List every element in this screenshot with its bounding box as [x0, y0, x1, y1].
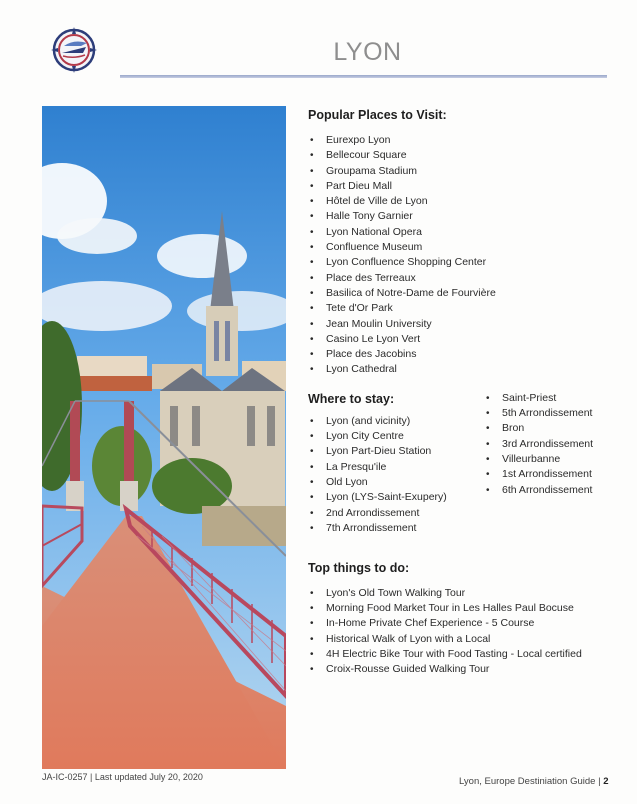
list-item: • Lyon Cathedral	[308, 362, 618, 377]
list-item: • Basilica of Notre-Dame de Fourvière	[308, 286, 618, 301]
bridge-church-image	[42, 106, 286, 769]
list-item: • 4H Electric Bike Tour with Food Tasting - Local certified	[308, 647, 618, 662]
footer-doc-id: JA-IC-0257 | Last updated July 20, 2020	[42, 772, 203, 782]
where-to-stay-section	[308, 392, 618, 545]
list-item: • Jean Moulin University	[308, 317, 618, 332]
list-item: • Croix-Rousse Guided Walking Tour	[308, 662, 618, 677]
list-item: • In-Home Private Chef Experience - 5 Course	[308, 616, 618, 631]
list-item: • Historical Walk of Lyon with a Local	[308, 632, 618, 647]
list-item: • Confluence Museum	[308, 240, 618, 255]
list-item: • 3rd Arrondissement	[484, 437, 624, 452]
top-things-heading: Top things to do:	[308, 560, 410, 575]
list-item: • Halle Tony Garnier	[308, 209, 618, 224]
list-item: • Saint-Priest	[484, 391, 624, 406]
list-item: • 7th Arrondissement	[308, 521, 486, 536]
footer-guide-text: Lyon, Europe Destiniation Guide |	[459, 776, 604, 787]
popular-places-heading: Popular Places to Visit:	[308, 108, 447, 122]
footer-guide-title	[459, 776, 608, 787]
list-item: • Lyon Part-Dieu Station	[308, 444, 486, 459]
list-item: • 5th Arrondissement	[484, 406, 624, 421]
list-item: • Lyon City Centre	[308, 429, 486, 444]
list-item: • Place des Terreaux	[308, 271, 618, 286]
list-item: • Old Lyon	[308, 475, 486, 490]
list-item: • Lyon (and vicinity)	[308, 414, 486, 429]
list-item: • Tete d'Or Park	[308, 301, 618, 316]
lyon-bridge-photo	[42, 106, 286, 769]
list-item: • 2nd Arrondissement	[308, 506, 486, 521]
list-item: • Bellecour Square	[308, 148, 618, 163]
where-to-stay-heading: Where to stay:	[308, 391, 395, 406]
top-things-list	[308, 586, 618, 678]
list-item: • Part Dieu Mall	[308, 179, 618, 194]
content-column	[308, 108, 618, 678]
list-item: • Morning Food Market Tour in Les Halles Paul Bocuse	[308, 601, 618, 616]
list-item: • 6th Arrondissement	[484, 483, 624, 498]
list-item: • La Presqu'ile	[308, 460, 486, 475]
list-item: • Groupama Stadium	[308, 164, 618, 179]
page-title: LYON	[333, 38, 402, 66]
popular-places-section	[308, 108, 618, 378]
list-item: • Lyon National Opera	[308, 225, 618, 240]
top-things-section	[308, 561, 618, 678]
list-item: • Bron	[484, 421, 624, 436]
header-divider	[120, 75, 607, 78]
page-number: 2	[603, 776, 609, 787]
list-item: • 1st Arrondissement	[484, 467, 624, 482]
list-item: • Lyon Confluence Shopping Center	[308, 255, 618, 270]
stay-list-right	[484, 391, 624, 498]
list-item: • Villeurbanne	[484, 452, 624, 467]
list-item: • Eurexpo Lyon	[308, 133, 618, 148]
list-item: • Lyon (LYS-Saint-Exupery)	[308, 490, 486, 505]
stay-list-left	[308, 414, 486, 536]
popular-places-list	[308, 133, 618, 378]
logo	[50, 26, 98, 74]
list-item: • Place des Jacobins	[308, 347, 618, 362]
compass-ship-logo-icon	[50, 26, 98, 74]
list-item: • Lyon's Old Town Walking Tour	[308, 586, 618, 601]
list-item: • Hôtel de Ville de Lyon	[308, 194, 618, 209]
list-item: • Casino Le Lyon Vert	[308, 332, 618, 347]
